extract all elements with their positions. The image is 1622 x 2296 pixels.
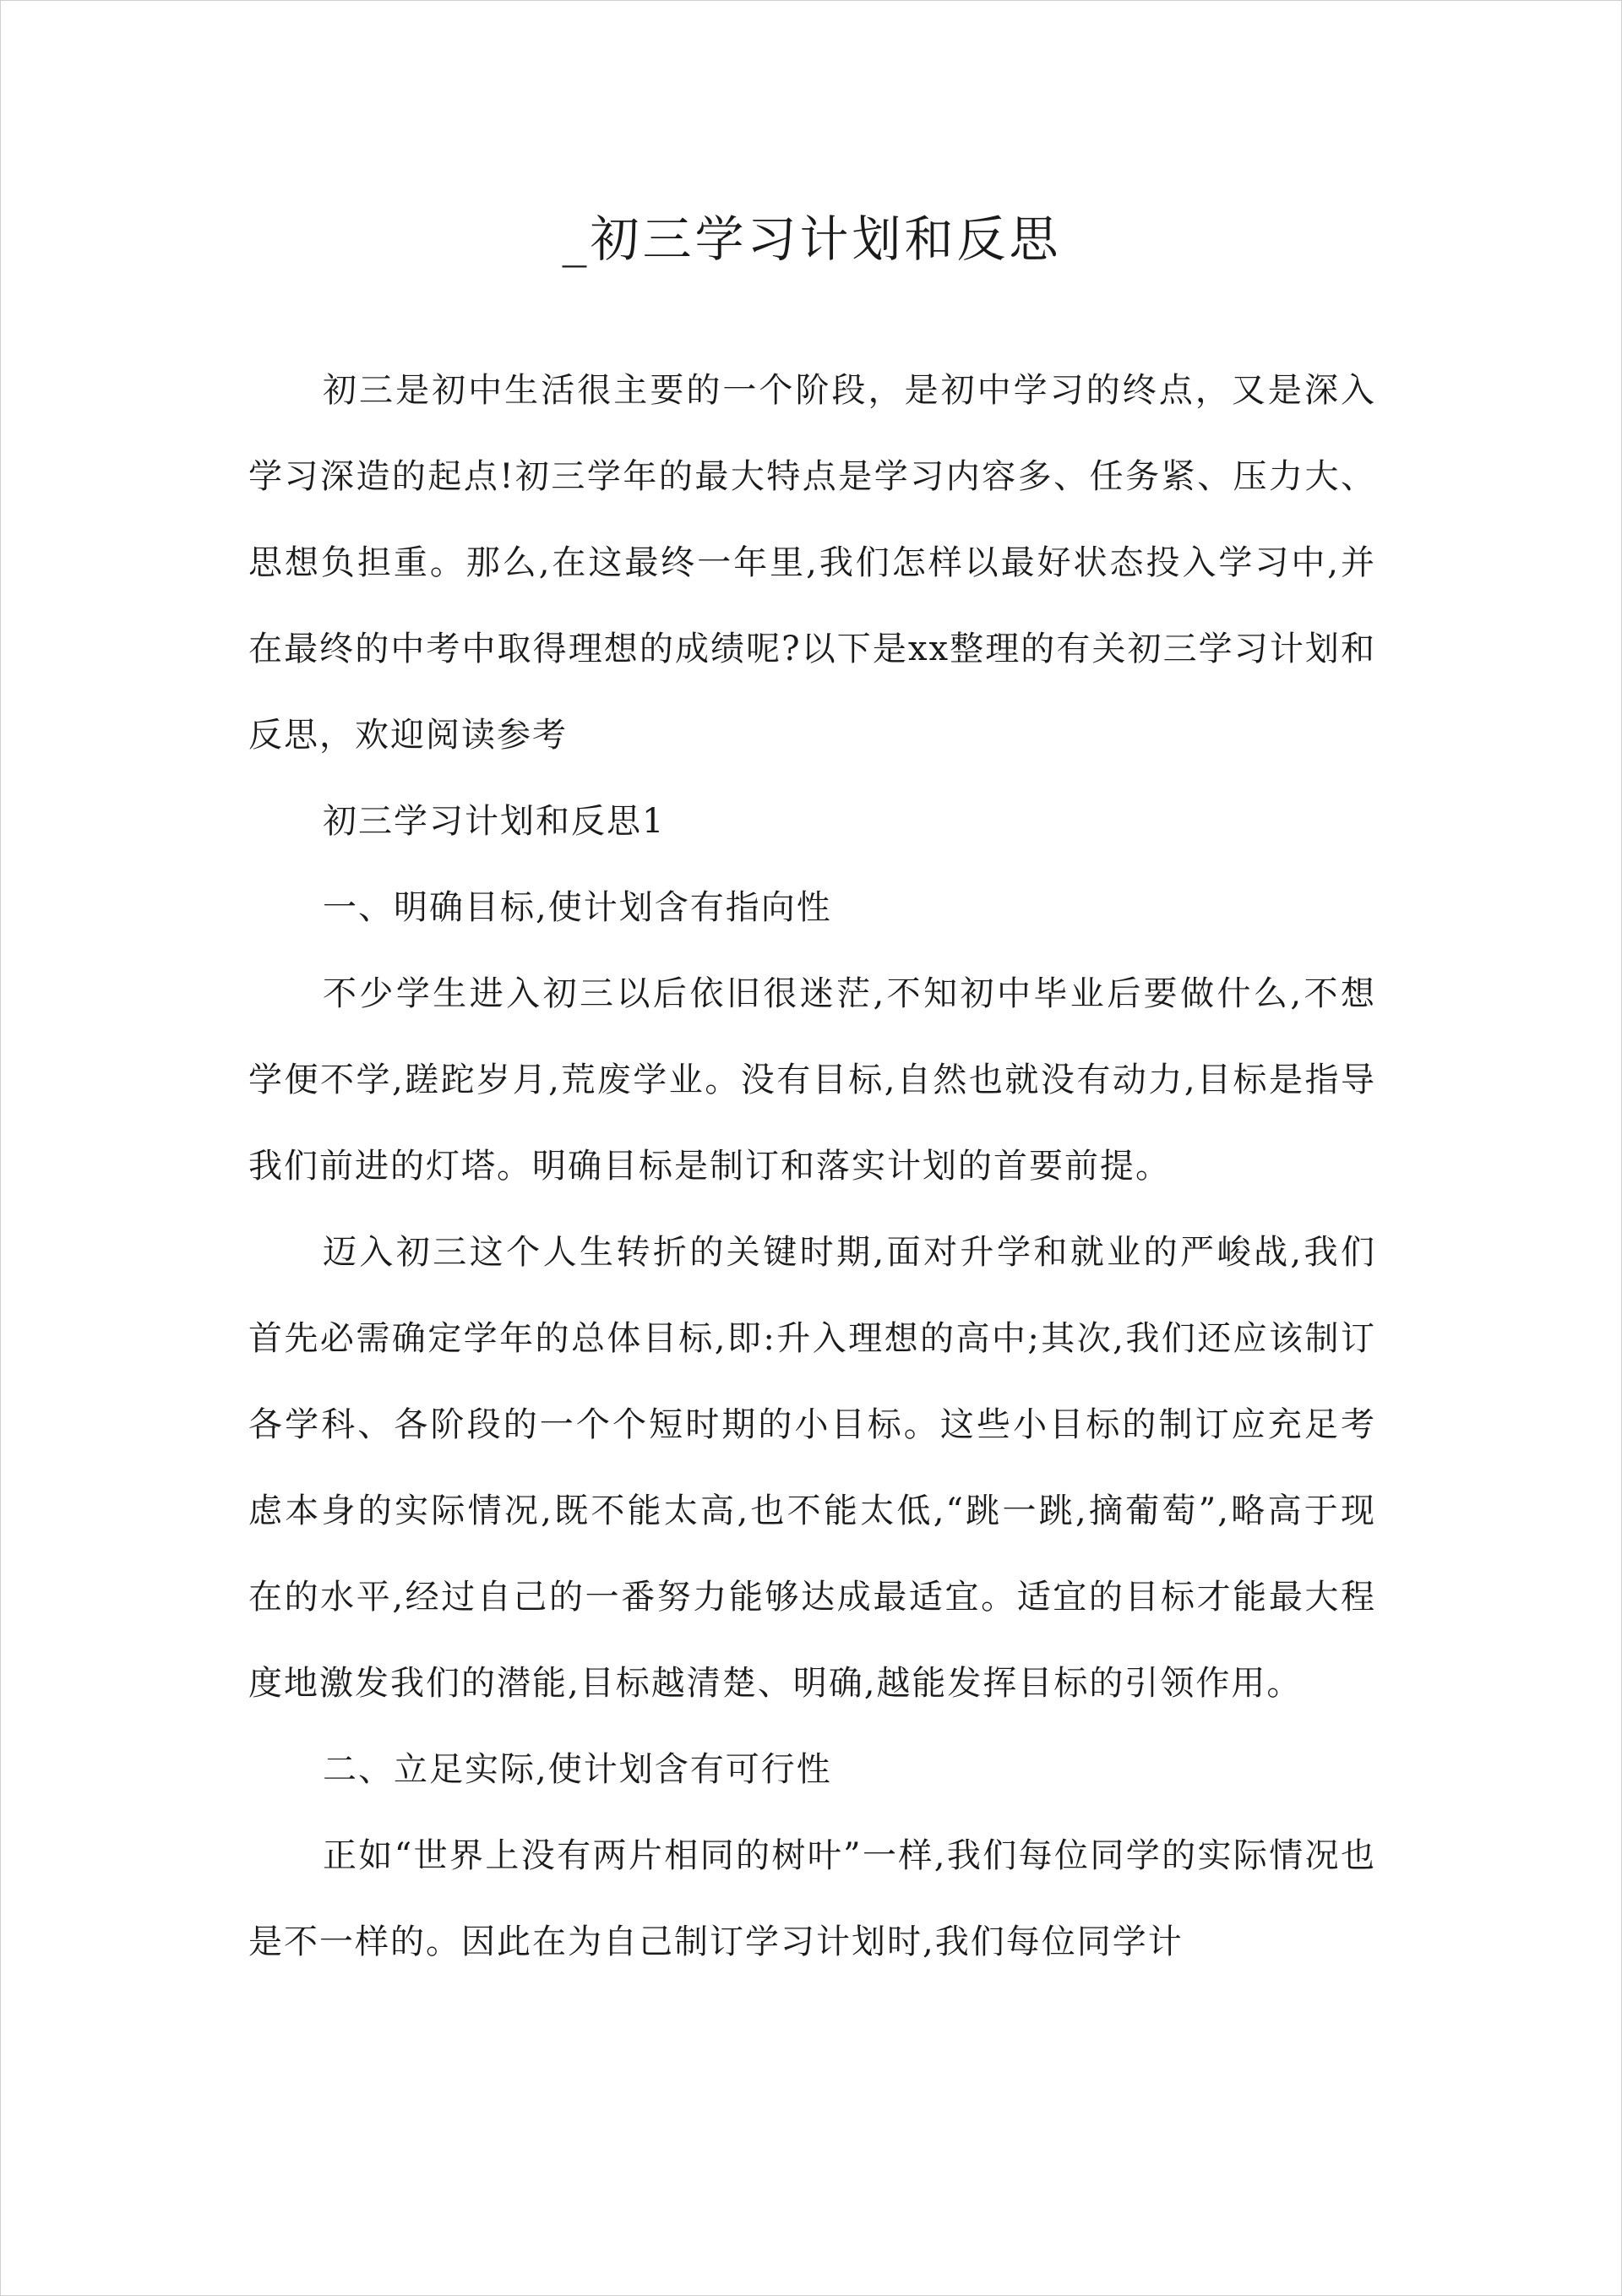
intro-paragraph: 初三是初中生活很主要的一个阶段，是初中学习的终点，又是深入学习深造的起点!初三学年的最大特点是学习内容多、任务紧、压力大、思想负担重。那么,在这最终一年里,我们怎样以最好状态投入学习中,并在最终的中考中取得理想的成绩呢?以下是xx整理的有关初三学习计划和反思，欢迎阅读参考 <box>248 371 1376 755</box>
document-title: _初三学习计划和反思 <box>562 210 1062 268</box>
section-title: 初三学习计划和反思1 <box>323 802 666 841</box>
paragraph-feasibility: 正如“世界上没有两片相同的树叶”一样,我们每位同学的实际情况也是不一样的。因此在为自己制订学习计划时,我们每位同学计 <box>248 1836 1376 1961</box>
heading-feasibility: 二、立足实际,使计划含有可行性 <box>323 1750 832 1789</box>
paragraph-goal-1: 不少学生进入初三以后依旧很迷茫,不知初中毕业后要做什么,不想学便不学,蹉跎岁月,荒废学业。没有目标,自然也就没有动力,目标是指导我们前进的灯塔。明确目标是制订和落实计划的首要前提。 <box>248 974 1376 1186</box>
paragraph-goal-2: 迈入初三这个人生转折的关键时期,面对升学和就业的严峻战,我们首先必需确定学年的总体目标,即:升入理想的高中;其次,我们还应该制订各学科、各阶段的一个个短时期的小目标。这些小目标的制订应充足考虑本身的实际情况,既不能太高,也不能太低,“跳一跳,摘葡萄”,略高于现在的水平,经过自己的一番努力能够达成最适宜。适宜的目标才能最大程度地激发我们的潜能,目标越清楚、明确,越能发挥目标的引领作用。 <box>248 1233 1376 1703</box>
document-body <box>248 347 1376 1985</box>
heading-goal: 一、明确目标,使计划含有指向性 <box>323 888 832 927</box>
